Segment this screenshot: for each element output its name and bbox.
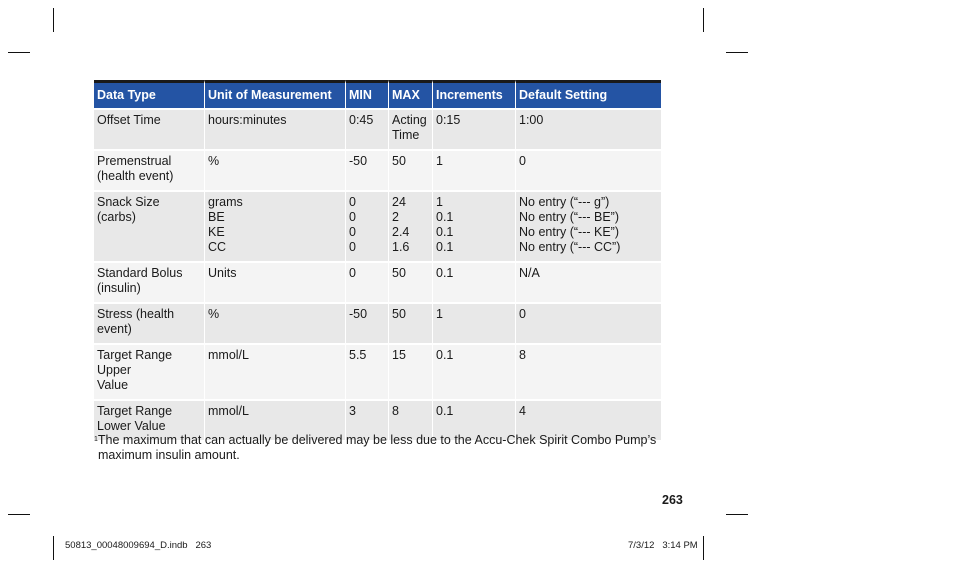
- cell-max: [388, 149, 432, 190]
- cell-increments-line: 1: [436, 154, 443, 168]
- cell-unit: [204, 149, 345, 190]
- table-row: [94, 261, 661, 302]
- cell-min: [345, 343, 388, 399]
- cell-data-type-line: Standard Bolus: [97, 266, 183, 280]
- cell-unit: [204, 190, 345, 261]
- cell-increments-line: 0.1: [436, 225, 454, 239]
- crop-mark: [8, 514, 30, 515]
- cell-max-line: 15: [392, 348, 406, 362]
- cell-unit-line: %: [208, 307, 220, 321]
- cell-min-line: -50: [349, 154, 368, 168]
- table-row: [94, 302, 661, 343]
- cell-default-line: 0: [519, 154, 526, 168]
- cell-default-line: No entry (“--- KE”): [519, 225, 619, 239]
- cell-increments-line: 0.1: [436, 266, 454, 280]
- cell-max: [388, 261, 432, 302]
- cell-max-line: 8: [392, 404, 399, 418]
- cell-data-type-line: Premenstrual: [97, 154, 172, 168]
- slug-date-time: 7/3/12 3:14 PM: [628, 540, 698, 551]
- header-max: MAX: [388, 80, 432, 108]
- cell-increments: [432, 190, 515, 261]
- cell-default: [515, 190, 661, 261]
- header-data-type: Data Type: [94, 80, 204, 108]
- cell-data-type-line: Target Range Upper: [97, 348, 173, 377]
- cell-unit-line: KE: [208, 225, 225, 239]
- cell-increments: [432, 149, 515, 190]
- cell-increments: [432, 261, 515, 302]
- cell-unit-line: CC: [208, 240, 227, 254]
- cell-default-line: No entry (“--- CC”): [519, 240, 621, 254]
- cell-unit: [204, 302, 345, 343]
- header-min: MIN: [345, 80, 388, 108]
- slug-file-info: 50813_00048009694_D.indb 263: [65, 540, 212, 551]
- cell-max-line: 2: [392, 210, 399, 224]
- cell-max-line: Time: [392, 128, 420, 142]
- header-unit: Unit of Measurement: [204, 80, 345, 108]
- cell-default-line: 8: [519, 348, 526, 362]
- table-header-row: [94, 80, 661, 108]
- cell-default-line: 1:00: [519, 113, 544, 127]
- cell-unit: [204, 261, 345, 302]
- cell-max-line: Acting: [392, 113, 427, 127]
- footnote-line-2: maximum insulin amount.: [98, 448, 240, 462]
- cell-min: [345, 149, 388, 190]
- settings-table: [94, 80, 661, 440]
- cell-data-type: [94, 149, 204, 190]
- footnote-line-1: The maximum that can actually be delivered may be less due to the Accu-Chek Spirit Combo Pump’s: [97, 433, 657, 447]
- table-row: [94, 190, 661, 261]
- cell-default: [515, 108, 661, 149]
- footnote: [94, 433, 664, 463]
- cell-unit: [204, 108, 345, 149]
- cell-data-type: [94, 302, 204, 343]
- cell-data-type-line: Value: [97, 378, 129, 392]
- cell-data-type: [94, 190, 204, 261]
- cell-min-line: 0: [349, 240, 356, 254]
- cell-default: [515, 343, 661, 399]
- cell-increments: [432, 302, 515, 343]
- cell-increments-line: 0:15: [436, 113, 461, 127]
- crop-mark: [703, 536, 704, 560]
- cell-default: [515, 149, 661, 190]
- cell-max-line: 1.6: [392, 240, 410, 254]
- cell-unit-line: hours:minutes: [208, 113, 287, 127]
- cell-data-type-line: (health event): [97, 169, 174, 183]
- cell-unit-line: mmol/L: [208, 348, 249, 362]
- header-increments: Increments: [432, 80, 515, 108]
- crop-mark: [726, 52, 748, 53]
- cell-increments-line: 0.1: [436, 348, 454, 362]
- cell-min: [345, 302, 388, 343]
- cell-default-line: 4: [519, 404, 526, 418]
- cell-max-line: 50: [392, 307, 406, 321]
- cell-min: [345, 261, 388, 302]
- cell-min-line: -50: [349, 307, 368, 321]
- cell-data-type: [94, 108, 204, 149]
- cell-min: [345, 190, 388, 261]
- cell-max: [388, 343, 432, 399]
- footnote-marker: 1: [94, 436, 98, 443]
- cell-min-line: 0: [349, 225, 356, 239]
- cell-unit-line: mmol/L: [208, 404, 249, 418]
- cell-default-line: 0: [519, 307, 526, 321]
- header-default: Default Setting: [515, 80, 661, 108]
- cell-unit-line: Units: [208, 266, 237, 280]
- cell-min-line: 3: [349, 404, 356, 418]
- table-row: [94, 149, 661, 190]
- crop-mark: [53, 536, 54, 560]
- cell-data-type-line: Offset Time: [97, 113, 161, 127]
- cell-increments-line: 1: [436, 195, 443, 209]
- cell-unit-line: BE: [208, 210, 225, 224]
- table-body: [94, 108, 661, 440]
- cell-default-line: No entry (“--- BE”): [519, 210, 619, 224]
- cell-data-type-line: Lower Value: [97, 419, 166, 433]
- table-row: [94, 108, 661, 149]
- cell-unit-line: grams: [208, 195, 243, 209]
- cell-default-line: N/A: [519, 266, 540, 280]
- cell-data-type: [94, 343, 204, 399]
- cell-increments-line: 0.1: [436, 404, 454, 418]
- cell-increments-line: 0.1: [436, 240, 454, 254]
- crop-mark: [726, 514, 748, 515]
- cell-unit: [204, 343, 345, 399]
- cell-min-line: 5.5: [349, 348, 367, 362]
- crop-mark: [53, 8, 54, 32]
- cell-data-type: [94, 261, 204, 302]
- cell-data-type-line: Stress (health: [97, 307, 175, 321]
- cell-max-line: 50: [392, 154, 406, 168]
- cell-max-line: 24: [392, 195, 406, 209]
- cell-max: [388, 190, 432, 261]
- cell-min-line: 0: [349, 210, 356, 224]
- cell-default-line: No entry (“--- g”): [519, 195, 610, 209]
- cell-max: [388, 108, 432, 149]
- crop-mark: [8, 52, 30, 53]
- page-number: 263: [662, 493, 683, 507]
- cell-max-line: 2.4: [392, 225, 410, 239]
- cell-max-line: 50: [392, 266, 406, 280]
- cell-max: [388, 302, 432, 343]
- cell-min-line: 0: [349, 266, 356, 280]
- cell-increments: [432, 108, 515, 149]
- cell-data-type-line: Target Range: [97, 404, 173, 418]
- table-row: [94, 343, 661, 399]
- cell-unit-line: %: [208, 154, 220, 168]
- cell-default: [515, 302, 661, 343]
- cell-data-type-line: Snack Size (carbs): [97, 195, 160, 224]
- cell-increments: [432, 343, 515, 399]
- cell-increments-line: 0.1: [436, 210, 454, 224]
- cell-min-line: 0:45: [349, 113, 374, 127]
- cell-increments-line: 1: [436, 307, 443, 321]
- cell-data-type-line: (insulin): [97, 281, 141, 295]
- cell-min: [345, 108, 388, 149]
- cell-data-type-line: event): [97, 322, 132, 336]
- cell-min-line: 0: [349, 195, 356, 209]
- crop-mark: [703, 8, 704, 32]
- cell-default: [515, 261, 661, 302]
